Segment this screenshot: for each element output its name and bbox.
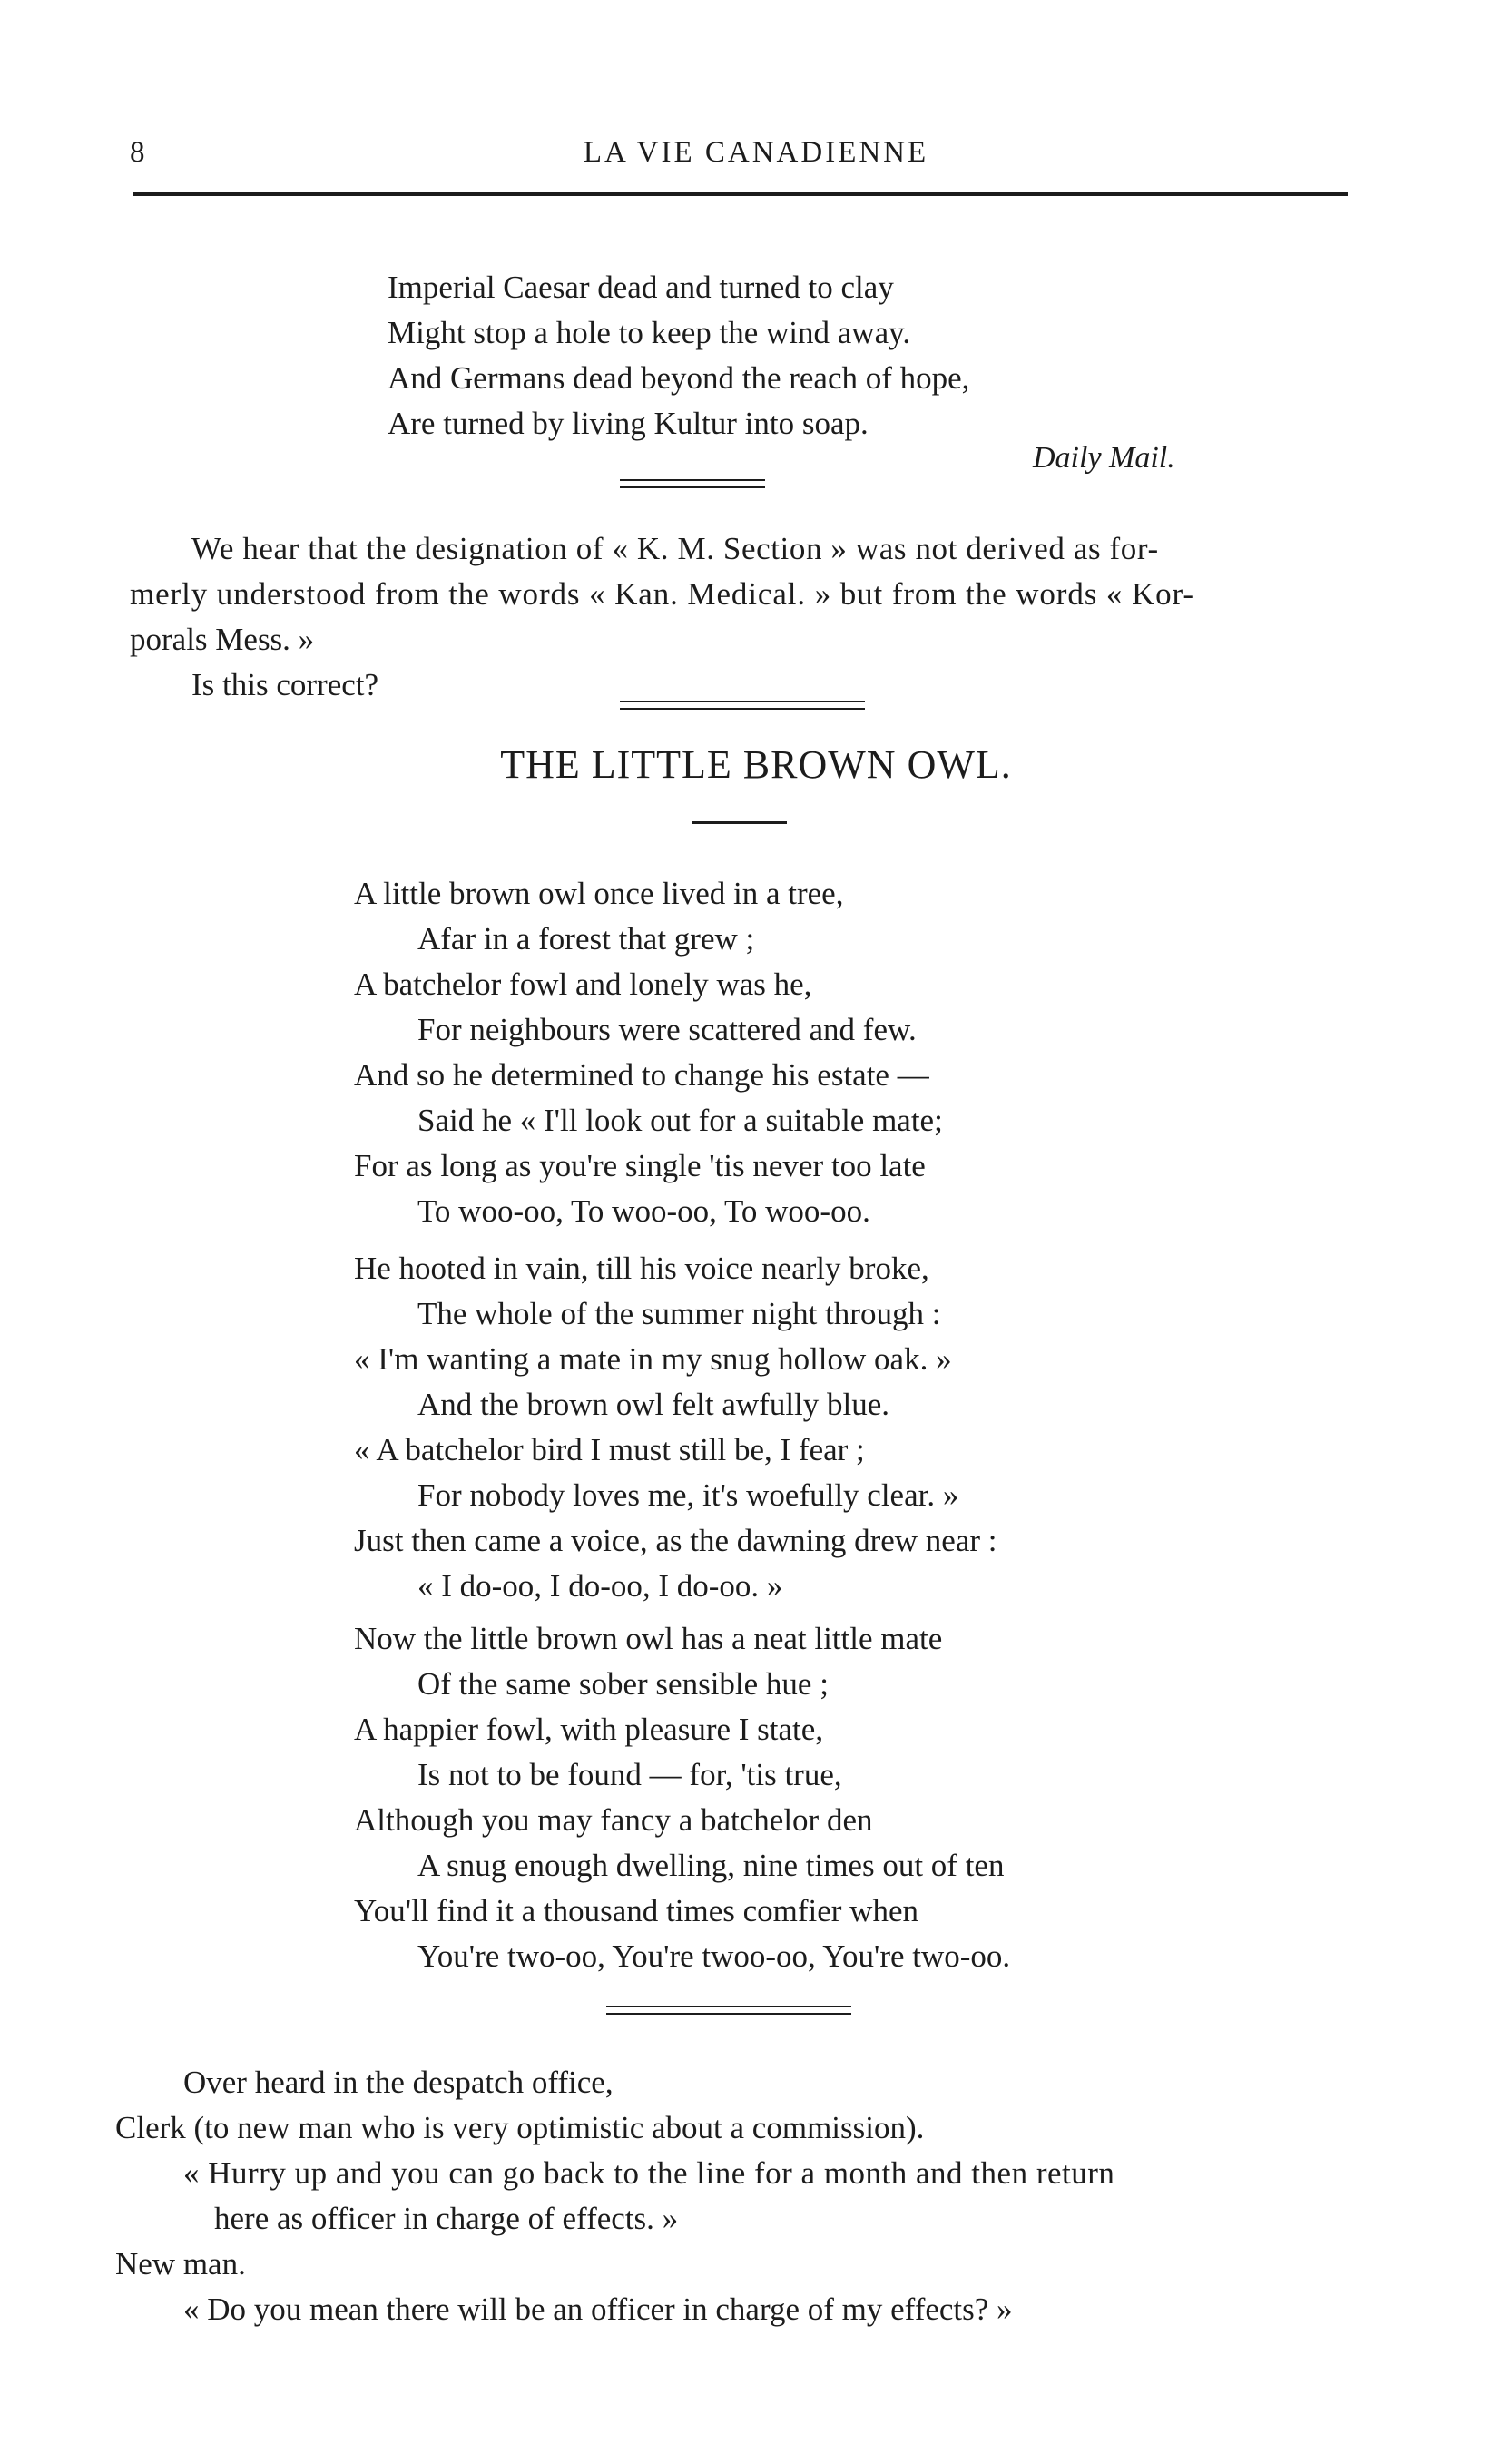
poem-line: « A batchelor bird I must still be, I fear ; xyxy=(354,1432,865,1467)
poem-line: And so he determined to change his estate — xyxy=(354,1057,929,1093)
note-line: We hear that the designation of « K. M. Section » was not derived as for- xyxy=(191,531,1159,566)
poem-line: Although you may fancy a batchelor den xyxy=(354,1802,873,1838)
note-line: merly understood from the words « Kan. Medical. » but from the words « Kor- xyxy=(130,576,1194,612)
running-title: LA VIE CANADIENNE xyxy=(583,136,929,169)
poem-line: Of the same sober sensible hue ; xyxy=(417,1666,829,1702)
epigram xyxy=(388,265,969,446)
poem-line: For neighbours were scattered and few. xyxy=(417,1012,917,1047)
poem-stanza-2 xyxy=(354,1246,997,1609)
poem-line: A happier fowl, with pleasure I state, xyxy=(354,1712,824,1747)
poem-line: You'll find it a thousand times comfier when xyxy=(354,1893,918,1928)
poem-line: Afar in a forest that grew ; xyxy=(417,921,755,957)
poem-line: You're two-oo, You're twoo-oo, You're two-oo. xyxy=(417,1938,1011,1974)
poem-line: And the brown owl felt awfully blue. xyxy=(417,1387,890,1422)
poem-stanza-1 xyxy=(354,871,943,1234)
note-line: porals Mess. » xyxy=(130,622,315,657)
title-rule xyxy=(692,821,787,824)
poem-line: He hooted in vain, till his voice nearly broke, xyxy=(354,1251,929,1286)
poem-line: For nobody loves me, it's woefully clear. » xyxy=(417,1477,959,1513)
poem-line: Said he « I'll look out for a suitable mate; xyxy=(417,1103,943,1138)
poem-line: The whole of the summer night through : xyxy=(417,1296,941,1331)
poem-line: Just then came a voice, as the dawning drew near : xyxy=(354,1523,997,1558)
epigram-line: Imperial Caesar dead and turned to clay xyxy=(388,270,894,305)
poem-line: A batchelor fowl and lonely was he, xyxy=(354,967,812,1002)
header-rule xyxy=(133,192,1348,196)
poem-line: A snug enough dwelling, nine times out of ten xyxy=(417,1848,1005,1883)
anecdote-clerk: Clerk (to new man who is very optimistic about a commission). xyxy=(115,2110,925,2145)
anecdote-clerk-speech: « Hurry up and you can go back to the line for a month and then return xyxy=(183,2155,1115,2191)
poem-line: « I'm wanting a mate in my snug hollow oak. » xyxy=(354,1341,952,1377)
epigram-line: And Germans dead beyond the reach of hope, xyxy=(388,360,970,396)
anecdote-intro: Over heard in the despatch office, xyxy=(183,2065,614,2100)
section-divider xyxy=(620,479,765,488)
section-divider xyxy=(606,2006,851,2015)
anecdote-new-man: New man. xyxy=(115,2246,246,2281)
epigram-line: Might stop a hole to keep the wind away. xyxy=(388,315,911,350)
poem-line: A little brown owl once lived in a tree, xyxy=(354,876,844,911)
epigram-attribution: Daily Mail. xyxy=(1033,441,1175,475)
section-divider xyxy=(620,701,865,710)
poem-line: Now the little brown owl has a neat little mate xyxy=(354,1621,943,1656)
poem-line: « I do-oo, I do-oo, I do-oo. » xyxy=(417,1568,783,1604)
anecdote-new-man-speech: « Do you mean there will be an officer in charge of my effects? » xyxy=(183,2291,1013,2327)
poem-stanza-3 xyxy=(354,1616,1010,1979)
page-number: 8 xyxy=(130,136,146,169)
anecdote xyxy=(115,2060,1115,2332)
anecdote-clerk-speech: here as officer in charge of effects. » xyxy=(214,2201,679,2236)
poem-line: To woo-oo, To woo-oo, To woo-oo. xyxy=(417,1193,870,1229)
note-question: Is this correct? xyxy=(191,667,379,702)
poem-title: THE LITTLE BROWN OWL. xyxy=(500,742,1012,787)
epigram-line: Are turned by living Kultur into soap. xyxy=(388,406,869,441)
poem-line: For as long as you're single 'tis never too late xyxy=(354,1148,926,1183)
poem-line: Is not to be found — for, 'tis true, xyxy=(417,1757,842,1792)
note-paragraph xyxy=(130,526,1194,708)
